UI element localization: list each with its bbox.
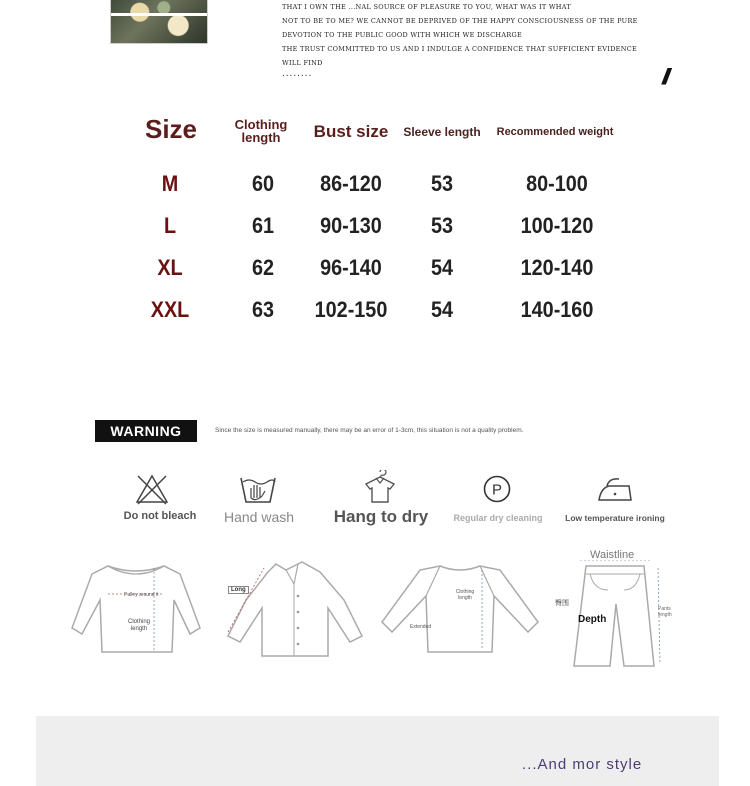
floral-product-image [110,0,208,44]
sleeve-length-cell: 53 [430,171,454,196]
no-bleach-icon [132,470,172,506]
care-label: Regular dry cleaning [453,513,543,523]
recommended-weight-cell: 100-120 [520,213,594,238]
recommended-weight-cell: 80-100 [526,171,588,196]
care-label: Do not bleach [123,510,197,522]
recommended-weight-cell: 140-160 [520,297,594,322]
dry-clean-icon [477,470,517,506]
header-bust-size: Bust size [313,122,389,141]
size-cell: M [161,171,179,196]
care-label: Low temperature ironing [565,513,665,523]
size-row-xl [0,255,750,285]
svg-text:P: P [491,481,503,499]
low-iron-icon [595,470,635,506]
clothing-length-cell: 63 [251,297,275,322]
header-recommended-weight: Recommended weight [496,126,614,138]
header-clothing-length: Clothing length [234,117,288,145]
raglan-hem-label: Extended [410,624,432,630]
warning-badge: WARNING [95,420,197,442]
bust-size-cell: 86-120 [320,171,382,196]
waistline-label: Waistline [590,549,635,561]
clothing-length-cell: 60 [251,171,275,196]
sleeve-length-cell: 54 [430,255,454,280]
footer-banner [36,716,719,786]
size-row-xxl [0,297,750,327]
sleeve-length-label: Long [228,586,249,594]
clothing-length-label: Clothing length [127,619,150,632]
care-label: Hand wash [223,509,295,525]
raglan-diagram [380,560,540,656]
bust-size-cell: 96-140 [320,255,382,280]
quote-line: THE TRUST COMMITTED TO US AND I INDULGE A CONFIDENCE THAT SUFFICIENT EVIDENCE [282,45,638,53]
size-row-m [0,171,750,201]
quote-line: NOT TO BE TO ME? WE CANNOT BE DEPRIVED OF THE HAPPY CONSCIOUSNESS OF THE PURE [282,17,638,25]
quote-line: THAT I OWN THE ...NAL SOURCE OF PLEASURE TO YOU, WHAT WAS IT WHAT [282,3,572,11]
hang-dry-icon [360,470,400,506]
size-row-l [0,213,750,243]
sleeve-length-cell: 53 [430,213,454,238]
clothing-length-cell: 61 [251,213,275,238]
depth-label: Depth [578,614,607,625]
care-label: Hang to dry [333,507,429,526]
header-size: Size [144,114,198,144]
quote-mark-icon: // [662,64,667,89]
hand-wash-icon [238,470,278,506]
sleeve-length-cell: 54 [430,297,454,322]
quote-line: DEVOTION TO THE PUBLIC GOOD WITH WHICH WE DISCHARGE [282,31,523,39]
sweater-diagram [68,560,204,656]
bust-size-cell: 90-130 [320,213,382,238]
recommended-weight-cell: 120-140 [520,255,594,280]
header-quote [282,0,638,70]
quote-ellipsis: ........ [282,68,313,79]
bust-size-cell: 102-150 [314,297,388,322]
quote-line: WILL FIND [282,59,323,67]
size-cell: L [163,213,177,238]
warning-note: Since the size is measured manually, there may be an error of 1-3cm, this situation is not a quality problem. [215,427,524,434]
shirt-diagram [224,560,364,660]
clothing-length-cell: 62 [251,255,275,280]
pants-length-label: Pants length [658,606,672,618]
raglan-length-label: Clothing length [455,589,475,601]
header-sleeve-length: Sleeve length [403,125,481,139]
chest-label: Pulley around it [124,592,159,598]
size-cell: XXL [150,297,190,322]
size-cell: XL [157,255,183,280]
more-styles-link[interactable]: ...And mor style [522,756,643,773]
hip-label: 臀围 [555,600,569,607]
